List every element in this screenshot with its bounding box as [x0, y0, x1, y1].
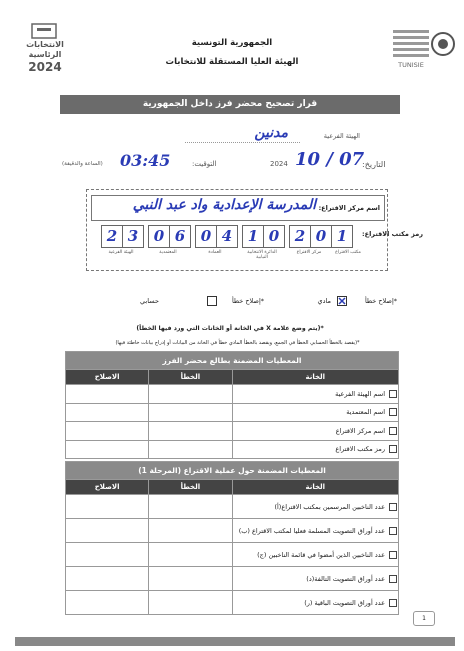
- center-label: اسم مركز الاقتراع:: [318, 204, 380, 212]
- material-checkbox[interactable]: [337, 296, 347, 306]
- error-cell[interactable]: [149, 495, 232, 519]
- table-row: [66, 543, 399, 567]
- date-value: 10 / 07: [295, 149, 365, 170]
- field-label: اسم مركز الاقتراع: [335, 426, 385, 435]
- error-cell[interactable]: [149, 385, 232, 404]
- fix-cell[interactable]: [66, 543, 149, 567]
- column-header: الخانة: [232, 480, 399, 495]
- page-number: 1: [413, 611, 435, 626]
- instruction-line2: *(يقصد بالخطأ الحسابي الخطأ في الجمع، ويقصد بالخطأ المادي خطأ في الخانة من البيانات أو إدراج بيانات خاطئة فيها): [115, 340, 360, 346]
- elections-2024-logo: [10, 22, 80, 74]
- row-checkbox[interactable]: [389, 503, 397, 511]
- row-checkbox[interactable]: [389, 445, 397, 453]
- material-label: مادي: [317, 297, 331, 305]
- center-name-row: [91, 195, 385, 221]
- logo-year: 2024: [28, 60, 62, 74]
- segment-label: المعتمدية: [159, 250, 177, 255]
- fix-cell[interactable]: [66, 591, 149, 615]
- isie-logo: [385, 22, 457, 74]
- fix-cell[interactable]: [66, 385, 149, 404]
- table-row: [66, 519, 399, 543]
- column-header: الاصلاح: [66, 370, 149, 385]
- field-cell[interactable]: [232, 543, 399, 567]
- time-value: 03:45: [120, 151, 171, 170]
- fix-cell[interactable]: [66, 519, 149, 543]
- error-cell[interactable]: [149, 440, 232, 459]
- code-label: رمز مكتب الاقتراع:: [362, 230, 423, 238]
- segment-label: الهيئة الفرعية: [108, 250, 134, 255]
- error-cell[interactable]: [149, 567, 232, 591]
- section2-title: المعطيات المضمنة حول عملية الاقتراع (المرحلة 1): [66, 462, 399, 480]
- field-cell[interactable]: [232, 519, 399, 543]
- code-digit: 2: [289, 225, 311, 248]
- code-digit: 3: [122, 225, 144, 248]
- correction-label: *إصلاح خطأ: [364, 297, 397, 305]
- authority-name: الهيئة العليا المستقلة للانتخابات: [165, 57, 299, 67]
- field-label: عدد أوراق التصويت الباقية (ر): [304, 598, 385, 607]
- code-digit: 0: [148, 225, 170, 248]
- isie-logo-text: TUNISIE: [398, 61, 424, 69]
- segment-label: مركز الاقتراع: [296, 250, 322, 255]
- segment-labels: [101, 250, 361, 268]
- field-label: عدد أوراق التصويت التالفة(د): [306, 574, 385, 583]
- correction-type-row: [67, 295, 399, 309]
- field-label: رمز مكتب الاقتراع: [335, 445, 385, 454]
- center-value: المدرسة الإعدادية واد عبد النبي: [132, 197, 316, 213]
- segment-label: العمادة: [208, 250, 222, 255]
- instruction-line1: *(يتم وضع علامة X في الخانة أو الخانات التي ورد فيها الخطأ): [136, 325, 324, 332]
- table-row: [66, 385, 399, 404]
- segment-label: مكتب الاقتراع: [335, 250, 361, 255]
- column-header: الخانة: [232, 370, 399, 385]
- table-row: [66, 440, 399, 459]
- code-digit: 1: [242, 225, 264, 248]
- error-cell[interactable]: [149, 422, 232, 441]
- field-label: عدد أوراق التصويت المسلمة فعليا لمكتب الاقتراع (ب): [238, 526, 385, 535]
- field-label: عدد الناخبين الذين أمضوا في قائمة الناخبين (ج): [257, 550, 385, 559]
- error-cell[interactable]: [149, 403, 232, 422]
- table-row: [66, 495, 399, 519]
- column-header: الخطأ: [149, 370, 232, 385]
- fix-cell[interactable]: [66, 567, 149, 591]
- logo-line1: الانتخابات: [26, 40, 64, 49]
- code-digit: 4: [216, 225, 238, 248]
- republic-name: الجمهورية التونسية: [191, 38, 273, 48]
- logo-line2: الرئاسية: [28, 50, 62, 59]
- fix-cell[interactable]: [66, 422, 149, 441]
- fix-cell[interactable]: [66, 403, 149, 422]
- code-digit: 0: [195, 225, 217, 248]
- error-cell[interactable]: [149, 591, 232, 615]
- table-row: [66, 403, 399, 422]
- field-cell[interactable]: [232, 422, 399, 441]
- year-value: 2024: [270, 160, 288, 168]
- section2-table: [65, 461, 399, 615]
- row-checkbox[interactable]: [389, 427, 397, 435]
- row-checkbox[interactable]: [389, 527, 397, 535]
- form-title: قرار تصحيح محضر فرز داخل الجمهورية: [60, 95, 400, 114]
- segment-label: الدائرة الانتخابية النيابية: [247, 250, 277, 260]
- table-row: [66, 567, 399, 591]
- regional-value: مدنين: [254, 125, 288, 141]
- error-fix-label: *إصلاح خطأ: [231, 297, 264, 305]
- table-row: [66, 422, 399, 441]
- field-cell[interactable]: [232, 591, 399, 615]
- regional-field: [185, 125, 360, 145]
- time-hint: (الساعة والدقيقة): [62, 161, 103, 167]
- code-digit: 2: [101, 225, 123, 248]
- code-digit: 0: [263, 225, 285, 248]
- field-cell[interactable]: [232, 440, 399, 459]
- field-label: اسم المعتمدية: [346, 408, 385, 417]
- fix-cell[interactable]: [66, 440, 149, 459]
- polling-station-box: [86, 189, 423, 271]
- code-digits: [101, 225, 351, 248]
- error-cell[interactable]: [149, 543, 232, 567]
- fix-cell[interactable]: [66, 495, 149, 519]
- footer-bar: [15, 637, 455, 646]
- field-cell[interactable]: [232, 385, 399, 404]
- field-label: اسم الهيئة الفرعية: [335, 389, 385, 398]
- field-cell[interactable]: [232, 495, 399, 519]
- regional-label: الهيئة الفرعية: [323, 132, 360, 140]
- section1-title: المعطيات المضمنة بطالع محضر الفرز: [66, 352, 399, 370]
- field-cell[interactable]: [232, 403, 399, 422]
- field-label: عدد الناخبين المرسمين بمكتب الاقتراع(أ): [274, 502, 385, 511]
- code-digit: 0: [310, 225, 332, 248]
- error-cell[interactable]: [149, 519, 232, 543]
- table-row: [66, 591, 399, 615]
- code-digit: 1: [331, 225, 353, 248]
- date-label: التاريخ:: [362, 160, 386, 169]
- row-checkbox[interactable]: [389, 599, 397, 607]
- field-cell[interactable]: [232, 567, 399, 591]
- row-checkbox[interactable]: [389, 390, 397, 398]
- column-header: الخطأ: [149, 480, 232, 495]
- row-checkbox[interactable]: [389, 408, 397, 416]
- arithmetic-checkbox[interactable]: [207, 296, 217, 306]
- code-digit: 6: [169, 225, 191, 248]
- row-checkbox[interactable]: [389, 575, 397, 583]
- column-header: الاصلاح: [66, 480, 149, 495]
- row-checkbox[interactable]: [389, 551, 397, 559]
- arithmetic-label: حسابي: [139, 297, 159, 305]
- time-label: التوقيت:: [192, 160, 217, 168]
- section1-table: [65, 351, 399, 459]
